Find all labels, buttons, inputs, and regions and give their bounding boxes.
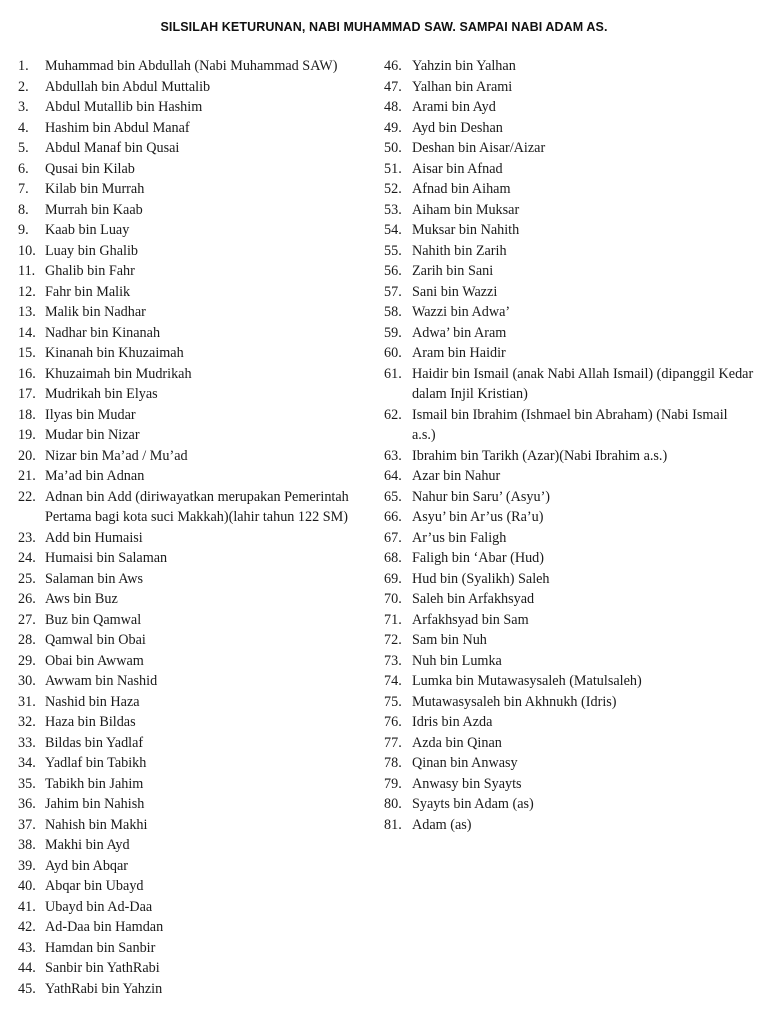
list-item bbox=[384, 528, 754, 549]
list-item-text: Wazzi bin Adwa’ bbox=[412, 304, 511, 320]
list-item-text: Aws bin Buz bbox=[45, 591, 118, 607]
list-item-number: 37. bbox=[18, 816, 36, 833]
list-item-number: 45. bbox=[18, 980, 36, 997]
list-item-text: Ma’ad bin Adnan bbox=[45, 468, 145, 484]
list-item-text: Saleh bin Arfakhsyad bbox=[412, 591, 535, 607]
list-item bbox=[18, 774, 380, 795]
list-item bbox=[18, 897, 380, 918]
list-item-number: 75. bbox=[384, 693, 402, 710]
list-item-number: 60. bbox=[384, 345, 402, 361]
list-item-text: Deshan bin Aisar/Aizar bbox=[412, 140, 546, 156]
list-item-text: Aiham bin Muksar bbox=[412, 201, 520, 218]
list-item-text: Add bin Humaisi bbox=[45, 529, 143, 546]
list-item-number: 34. bbox=[18, 755, 36, 771]
list-item-number: 31. bbox=[18, 693, 36, 710]
list-item bbox=[18, 938, 380, 959]
list-item bbox=[384, 261, 754, 282]
list-item-text: Muksar bin Nahith bbox=[412, 222, 520, 238]
list-item-number: 69. bbox=[384, 570, 402, 587]
list-item-text: Azar bin Nahur bbox=[412, 468, 501, 484]
list-item-text: Hashim bin Abdul Manaf bbox=[45, 119, 190, 136]
list-item-text: Malik bin Nadhar bbox=[45, 304, 146, 320]
list-item bbox=[384, 487, 754, 508]
list-item-number: 22. bbox=[18, 488, 36, 505]
list-item-number: 51. bbox=[384, 160, 402, 177]
list-item bbox=[18, 425, 380, 446]
list-item bbox=[384, 323, 754, 344]
list-item-text: Nashid bin Haza bbox=[45, 693, 140, 710]
list-item-text: Arami bin Ayd bbox=[412, 99, 496, 115]
list-item-number: 43. bbox=[18, 939, 36, 956]
list-item-number: 36. bbox=[18, 796, 36, 812]
list-item-text: Nahur bin Saru’ (Asyu’) bbox=[412, 488, 551, 505]
list-item-number: 63. bbox=[384, 447, 402, 464]
list-item-number: 6. bbox=[18, 160, 29, 177]
list-item-text: Mudrikah bin Elyas bbox=[45, 386, 158, 402]
list-item-text: Arfakhsyad bin Sam bbox=[412, 611, 529, 628]
list-item bbox=[18, 692, 380, 713]
list-item-text: Humaisi bin Salaman bbox=[45, 550, 168, 566]
list-item-text: YathRabi bin Yahzin bbox=[45, 980, 163, 997]
list-item-text: Haidir bin Ismail (anak Nabi Allah Ismail) (dipanggil Kedar dalam Injil Kristian) bbox=[412, 365, 754, 402]
list-item-number: 76. bbox=[384, 714, 402, 730]
list-item-text: Hud bin (Syalikh) Saleh bbox=[412, 570, 550, 587]
list-item bbox=[18, 56, 380, 77]
list-item-text: Sam bin Nuh bbox=[412, 632, 487, 648]
list-item-number: 53. bbox=[384, 201, 402, 218]
list-item-text: Adwa’ bin Aram bbox=[412, 324, 507, 341]
list-item-number: 78. bbox=[384, 755, 402, 771]
list-item-number: 42. bbox=[18, 919, 36, 935]
list-item-number: 3. bbox=[18, 99, 29, 115]
list-item bbox=[18, 200, 380, 221]
list-item-text: Fahr bin Malik bbox=[45, 283, 131, 300]
list-item-number: 8. bbox=[18, 201, 29, 218]
list-item bbox=[384, 692, 754, 713]
list-item bbox=[384, 343, 754, 364]
list-item-text: Qinan bin Anwasy bbox=[412, 755, 518, 771]
list-item-number: 29. bbox=[18, 652, 36, 669]
list-item bbox=[18, 528, 380, 549]
list-item bbox=[384, 159, 754, 180]
list-item bbox=[18, 815, 380, 836]
list-item bbox=[18, 179, 380, 200]
list-item bbox=[384, 753, 754, 774]
list-item bbox=[18, 835, 380, 856]
list-item bbox=[18, 548, 380, 569]
list-item-text: Ubayd bin Ad-Daa bbox=[45, 898, 153, 915]
list-item bbox=[18, 876, 380, 897]
list-item-number: 35. bbox=[18, 775, 36, 792]
list-item bbox=[384, 241, 754, 262]
list-item bbox=[384, 118, 754, 139]
list-item-number: 66. bbox=[384, 509, 402, 525]
list-item-text: Sani bin Wazzi bbox=[412, 283, 498, 300]
list-item-number: 54. bbox=[384, 222, 402, 238]
list-item bbox=[384, 815, 754, 836]
list-item bbox=[384, 569, 754, 590]
genealogy-list-left bbox=[18, 56, 380, 999]
list-item-text: Adam (as) bbox=[412, 816, 472, 833]
list-item-text: Yalhan bin Arami bbox=[412, 78, 513, 95]
list-item-number: 9. bbox=[18, 222, 29, 238]
list-item bbox=[384, 200, 754, 221]
list-item-number: 56. bbox=[384, 263, 402, 279]
list-item-number: 70. bbox=[384, 591, 402, 607]
list-item-number: 18. bbox=[18, 406, 36, 423]
list-item bbox=[18, 323, 380, 344]
list-item bbox=[18, 917, 380, 938]
list-item-number: 71. bbox=[384, 611, 402, 628]
list-item-text: Salaman bin Aws bbox=[45, 570, 144, 587]
list-item bbox=[384, 794, 754, 815]
list-item bbox=[384, 138, 754, 159]
list-item bbox=[18, 77, 380, 98]
list-item bbox=[384, 466, 754, 487]
list-item-number: 72. bbox=[384, 632, 402, 648]
list-item-text: Idris bin Azda bbox=[412, 714, 493, 730]
list-item-number: 79. bbox=[384, 775, 402, 792]
list-item-text: Luay bin Ghalib bbox=[45, 242, 138, 259]
list-item-number: 67. bbox=[384, 529, 402, 546]
list-item-text: Obai bin Awwam bbox=[45, 652, 144, 669]
list-item-text: Ar’us bin Faligh bbox=[412, 529, 507, 546]
list-item-text: Kaab bin Luay bbox=[45, 222, 130, 238]
list-item bbox=[384, 548, 754, 569]
list-item bbox=[18, 671, 380, 692]
list-item-text: Ismail bin Ibrahim (Ishmael bin Abraham) (Nabi Ismail a.s.) bbox=[412, 406, 728, 443]
list-item bbox=[384, 589, 754, 610]
list-item-number: 52. bbox=[384, 181, 402, 197]
list-item-number: 68. bbox=[384, 550, 402, 566]
list-item bbox=[18, 364, 380, 385]
list-item bbox=[384, 220, 754, 241]
list-item-text: Ayd bin Abqar bbox=[45, 857, 129, 874]
list-item-number: 62. bbox=[384, 406, 402, 423]
list-item bbox=[384, 671, 754, 692]
list-item-text: Sanbir bin YathRabi bbox=[45, 960, 160, 976]
list-item bbox=[384, 179, 754, 200]
list-item-number: 7. bbox=[18, 181, 29, 197]
list-item-text: Jahim bin Nahish bbox=[45, 796, 145, 812]
list-item bbox=[18, 138, 380, 159]
list-item-number: 23. bbox=[18, 529, 36, 546]
list-item bbox=[18, 487, 380, 528]
list-item-number: 30. bbox=[18, 673, 36, 689]
list-item-number: 47. bbox=[384, 78, 402, 95]
list-item bbox=[18, 589, 380, 610]
list-item-text: Mudar bin Nizar bbox=[45, 427, 140, 443]
list-item-number: 14. bbox=[18, 324, 36, 341]
list-item-number: 12. bbox=[18, 283, 36, 300]
list-item bbox=[384, 56, 754, 77]
list-item-text: Murrah bin Kaab bbox=[45, 201, 143, 218]
list-item-text: Qusai bin Kilab bbox=[45, 160, 135, 177]
list-item-number: 10. bbox=[18, 242, 36, 259]
list-item bbox=[18, 302, 380, 323]
list-item-number: 20. bbox=[18, 447, 36, 464]
list-item-text: Ibrahim bin Tarikh (Azar)(Nabi Ibrahim a.s.) bbox=[412, 447, 668, 464]
list-item-number: 28. bbox=[18, 632, 36, 648]
list-item bbox=[384, 610, 754, 631]
list-item bbox=[18, 97, 380, 118]
list-item-number: 2. bbox=[18, 78, 29, 95]
list-item-text: Tabikh bin Jahim bbox=[45, 775, 144, 792]
list-item bbox=[384, 446, 754, 467]
list-item-text: Kinanah bin Khuzaimah bbox=[45, 345, 184, 361]
list-item bbox=[384, 630, 754, 651]
list-item bbox=[384, 364, 754, 405]
list-item-text: Abdul Manaf bin Qusai bbox=[45, 140, 180, 156]
list-item-number: 59. bbox=[384, 324, 402, 341]
list-item-number: 5. bbox=[18, 140, 29, 156]
list-item-text: Lumka bin Mutawasysaleh (Matulsaleh) bbox=[412, 673, 642, 689]
list-item-text: Nuh bin Lumka bbox=[412, 652, 502, 669]
list-item bbox=[384, 712, 754, 733]
list-item-number: 26. bbox=[18, 591, 36, 607]
list-item bbox=[18, 569, 380, 590]
list-item-text: Qamwal bin Obai bbox=[45, 632, 146, 648]
list-item-number: 24. bbox=[18, 550, 36, 566]
list-item-number: 48. bbox=[384, 99, 402, 115]
list-item-number: 58. bbox=[384, 304, 402, 320]
list-item-number: 21. bbox=[18, 468, 36, 484]
list-item-text: Yahzin bin Yalhan bbox=[412, 58, 516, 74]
list-item-number: 17. bbox=[18, 386, 36, 402]
list-item-number: 27. bbox=[18, 611, 36, 628]
list-item-number: 44. bbox=[18, 960, 36, 976]
list-item bbox=[384, 77, 754, 98]
list-item bbox=[18, 384, 380, 405]
list-item-number: 25. bbox=[18, 570, 36, 587]
list-item bbox=[18, 958, 380, 979]
list-item-number: 77. bbox=[384, 734, 402, 751]
list-item-text: Buz bin Qamwal bbox=[45, 611, 142, 628]
list-item-text: Ayd bin Deshan bbox=[412, 119, 503, 136]
list-item-text: Kilab bin Murrah bbox=[45, 181, 145, 197]
list-item-text: Ad-Daa bin Hamdan bbox=[45, 919, 164, 935]
list-item bbox=[18, 712, 380, 733]
list-item-number: 57. bbox=[384, 283, 402, 300]
list-item-text: Nahith bin Zarih bbox=[412, 242, 507, 259]
genealogy-list-right bbox=[384, 56, 754, 835]
list-item-text: Yadlaf bin Tabikh bbox=[45, 755, 147, 771]
list-item-text: Awwam bin Nashid bbox=[45, 673, 158, 689]
list-item-number: 40. bbox=[18, 878, 36, 894]
list-item-number: 64. bbox=[384, 468, 402, 484]
list-item-text: Afnad bin Aiham bbox=[412, 181, 511, 197]
list-item bbox=[18, 446, 380, 467]
list-item-text: Zarih bin Sani bbox=[412, 263, 494, 279]
list-item-number: 81. bbox=[384, 816, 402, 833]
list-item-number: 49. bbox=[384, 119, 402, 136]
list-item-number: 61. bbox=[384, 365, 402, 382]
list-item bbox=[18, 405, 380, 426]
list-item-text: Abdullah bin Abdul Muttalib bbox=[45, 78, 211, 95]
list-item bbox=[384, 774, 754, 795]
list-item-number: 13. bbox=[18, 304, 36, 320]
list-item-number: 11. bbox=[18, 263, 36, 279]
list-item bbox=[18, 159, 380, 180]
list-item-number: 1. bbox=[18, 58, 29, 74]
list-item bbox=[384, 97, 754, 118]
list-item bbox=[384, 733, 754, 754]
list-item-text: Haza bin Bildas bbox=[45, 714, 136, 730]
list-item-text: Hamdan bin Sanbir bbox=[45, 939, 156, 956]
list-item bbox=[18, 753, 380, 774]
list-item-text: Anwasy bin Syayts bbox=[412, 775, 522, 792]
list-item-number: 50. bbox=[384, 140, 402, 156]
list-item-text: Ilyas bin Mudar bbox=[45, 406, 136, 423]
list-item-text: Ghalib bin Fahr bbox=[45, 263, 135, 279]
list-item bbox=[18, 856, 380, 877]
list-item bbox=[18, 794, 380, 815]
list-item bbox=[18, 466, 380, 487]
list-item-number: 16. bbox=[18, 365, 36, 382]
list-item-text: Abdul Mutallib bin Hashim bbox=[45, 99, 203, 115]
list-item bbox=[18, 241, 380, 262]
list-item bbox=[18, 282, 380, 303]
list-item bbox=[18, 343, 380, 364]
list-item-text: Aisar bin Afnad bbox=[412, 160, 503, 177]
list-item bbox=[384, 302, 754, 323]
list-item-text: Faligh bin ‘Abar (Hud) bbox=[412, 550, 544, 566]
list-item bbox=[384, 651, 754, 672]
list-item-number: 41. bbox=[18, 898, 36, 915]
list-item-number: 4. bbox=[18, 119, 29, 136]
list-item-text: Aram bin Haidir bbox=[412, 345, 506, 361]
list-item bbox=[18, 630, 380, 651]
list-item bbox=[18, 220, 380, 241]
list-item-text: Nadhar bin Kinanah bbox=[45, 324, 161, 341]
list-item-text: Khuzaimah bin Mudrikah bbox=[45, 365, 192, 382]
list-item bbox=[18, 610, 380, 631]
list-item-number: 38. bbox=[18, 837, 36, 853]
list-item-text: Nizar bin Ma’ad / Mu’ad bbox=[45, 447, 188, 464]
list-item-text: Asyu’ bin Ar’us (Ra’u) bbox=[412, 509, 544, 525]
list-item bbox=[18, 261, 380, 282]
list-item bbox=[18, 733, 380, 754]
list-item bbox=[384, 507, 754, 528]
list-item-number: 46. bbox=[384, 58, 402, 74]
list-item-number: 80. bbox=[384, 796, 402, 812]
list-item bbox=[18, 979, 380, 1000]
list-item-number: 33. bbox=[18, 734, 36, 751]
list-item-text: Syayts bin Adam (as) bbox=[412, 796, 534, 812]
list-item-text: Mutawasysaleh bin Akhnukh (Idris) bbox=[412, 693, 617, 710]
list-item-number: 39. bbox=[18, 857, 36, 874]
list-item bbox=[384, 282, 754, 303]
list-item-number: 65. bbox=[384, 488, 402, 505]
list-item-text: Azda bin Qinan bbox=[412, 734, 502, 751]
list-item-number: 74. bbox=[384, 673, 402, 689]
list-item-number: 19. bbox=[18, 427, 36, 443]
list-item-text: Abqar bin Ubayd bbox=[45, 878, 144, 894]
list-item bbox=[384, 405, 754, 446]
list-item-number: 15. bbox=[18, 345, 36, 361]
list-item-text: Adnan bin Add (diriwayatkan merupakan Pemerintah Pertama bagi kota suci Makkah)(lahir tahun 122 SM) bbox=[45, 488, 349, 525]
list-item-number: 32. bbox=[18, 714, 36, 730]
list-item-text: Nahish bin Makhi bbox=[45, 816, 148, 833]
list-item-text: Bildas bin Yadlaf bbox=[45, 734, 144, 751]
list-item-text: Makhi bin Ayd bbox=[45, 837, 130, 853]
list-item-number: 73. bbox=[384, 652, 402, 669]
list-item bbox=[18, 118, 380, 139]
page-title: SILSILAH KETURUNAN, NABI MUHAMMAD SAW. SAMPAI NABI ADAM AS. bbox=[160, 20, 608, 34]
list-item bbox=[18, 651, 380, 672]
list-item-text: Muhammad bin Abdullah (Nabi Muhammad SAW) bbox=[45, 58, 338, 74]
list-item-number: 55. bbox=[384, 242, 402, 259]
